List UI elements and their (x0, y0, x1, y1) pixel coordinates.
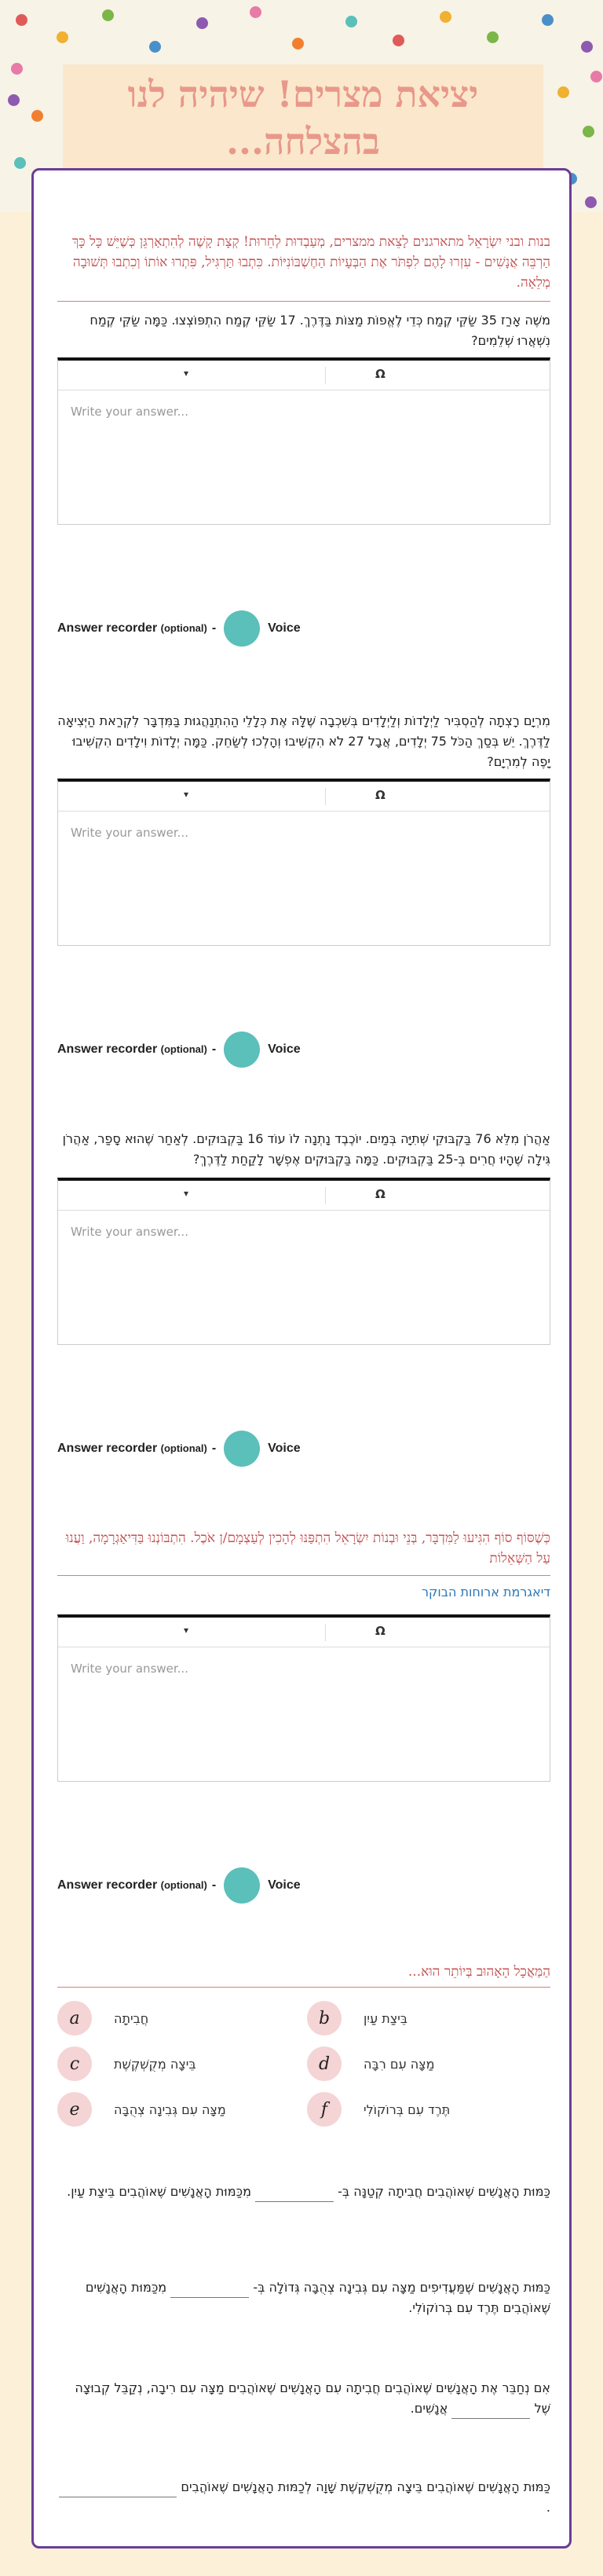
question-2: מִרְיָם רָצְתָה לְהַסְבִּיר לַיְלָדוֹת וְלַיְלָדִים בְּשִׁכְבָה שֶׁלָּהּ אֶת כְּלָלֵי הַהִתְנַהֲגוּת בַּמִּדְבָּר לִקְרַאת הַיְּצִיאָה לַדֶּרֶךְ. יֵשׁ בְּסַךְ הַכֹּל 75 יְלָדִים, אֲבָל 27 לֹא הִקְשִׁיבוּ וְהָלְכוּ לְשַׂחֵק. כַּמָּה יְלָדוֹת וִילָדִים הִקְשִׁיבוּ יָפֶה לְמִרְיָם? (57, 713, 550, 769)
choice-b[interactable] (307, 2001, 407, 2036)
answer-input-4[interactable]: Write your answer... (71, 1662, 188, 1676)
question-1: משֶׁה אָרַז 35 שַׂקֵּי קֶמַח כְּדֵי לֶאֱפוֹת מַצּוֹת בַּדֶּרֶךְ. 17 שַׂקֵּי קֶמַח הִתְפּוֹצְצוּ. כַּמָּה שַׂקֵּי קֶמַח נִשְׁאֲרוּ שְׁלֵמִים? (90, 313, 550, 348)
fill-in-text: כַּמּוּת הָאֲנָשִׁים שֶׁמַּעֲדִיפִים מַצָּה עִם גְּבִינָה צְהֻבָּה גְּדוֹלָה בְּ- (253, 2280, 550, 2295)
favorite-heading: הַמַּאֲכָל הָאָהוּב בְּיוֹתֵר הוּא... (407, 1964, 550, 1980)
special-chars-icon[interactable]: Ω (375, 1624, 386, 1638)
special-chars-icon[interactable]: Ω (375, 367, 386, 381)
fill-in-text: מִכַּמּוּת הָאֲנָשִׁים שֶׁאוֹהֲבִים תֶּרֶד עִם בְּרוֹקוֹלִי. (85, 2280, 550, 2315)
choice-letter: c (57, 2047, 92, 2081)
choice-label: בֵּיצַת עַיִן (364, 2010, 408, 2026)
confetti-dot (585, 196, 597, 208)
answer-editor-2[interactable] (57, 779, 550, 946)
fill-in-3 (57, 2378, 550, 2419)
answer-editor-4[interactable] (57, 1614, 550, 1782)
choice-letter: e (57, 2092, 92, 2127)
toolbar-separator (325, 788, 326, 805)
confetti-dot (16, 14, 27, 26)
choice-letter: a (57, 2001, 92, 2036)
worksheet-card (31, 168, 572, 2549)
question-3: אַהֲרֹן מִלֵּא 76 בַּקְבּוּקֵי שְׁתִיָּה בְּמַיִם. יוֹכֶבֶד נָתְנָה לוֹ עוֹד 16 בַּקְבּוּקִים. לְאַחַר שֶׁהוּא סָפַר, אַהֲרֹן גִּילָה שֶׁהָיוּ חֲרִים בְּ-25 בַּקְבּוּקִים. כַּמָּה בַּקְבּוּקִים אֶפְשָׁר לָקַחַת לַדֶּרֶךְ? (62, 1131, 550, 1167)
editor-toolbar (58, 1618, 550, 1647)
fill-in-text: . (546, 2500, 550, 2515)
intro-text: בנות ובני יִשְׂרָאֵל מתארגנים לָצֵאת ממצרים, מְעַבְדוּת לְחֵרוּת! קְצָת קָשֶׁה לְהִתְאַרְגֵּן כְּשֶׁיֵּשׁ כָּל כָּךְ הַרְבֵּה אֲנָשִׁים - עִזְרוּ לָהֶם לִפְתֹּר אֶת הַבְּעָיוֹת הַחֶשְׁבּוֹנִיּוֹת. כִּתְבוּ תַּרְגִּיל, פִּתְרוּ אוֹתוֹ וְכִתְבוּ תְּשׁוּבָה מְלֵאָה. (71, 234, 550, 291)
recorder-optional: (optional) (160, 1879, 207, 1891)
confetti-dot (590, 71, 602, 82)
recorder-row-2 (57, 1031, 550, 1068)
recorder-label: Answer recorder (57, 1878, 158, 1892)
diagram-link[interactable]: דיאגרמת ארוחות הבוקר (421, 1585, 550, 1599)
divider (57, 1987, 550, 1988)
recorder-label: Answer recorder (57, 1042, 158, 1056)
confetti-dot (583, 126, 594, 137)
fill-in-blank[interactable] (59, 2483, 177, 2497)
recorder-row-4 (57, 1867, 550, 1904)
choice-d[interactable] (307, 2047, 435, 2081)
editor-toolbar (58, 782, 550, 812)
recorder-optional: (optional) (160, 1043, 207, 1055)
recorder-optional: (optional) (160, 622, 207, 634)
section2-intro: כְּשֶׁסּוֹף סוֹף הִגִּיעוּ לַמִּדְבָּר, בְּנֵי וּבְנוֹת יִשְׂרָאֵל הִתְפַּנּוּ לְהָכִין לְעַצְמָם/ן אֹכֶל. הִתְבּוֹנְנוּ בַּדִּיאַגְרָמָה, וַעֲנוּ עַל הַשְּׁאֵלוֹת (65, 1530, 550, 1566)
fill-in-2 (57, 2277, 550, 2318)
answer-input-2[interactable]: Write your answer... (71, 826, 188, 840)
choice-e[interactable] (57, 2092, 226, 2127)
confetti-dot (345, 16, 357, 27)
confetti-dot (57, 31, 68, 43)
confetti-dot (581, 41, 593, 53)
fill-in-blank[interactable] (451, 2405, 530, 2419)
choice-label: מַצָּה עִם גְּבִינָה צְהֻבָּה (114, 2101, 226, 2117)
choice-letter: b (307, 2001, 342, 2036)
recorder-label: Answer recorder (57, 621, 158, 635)
fill-in-text: כַּמּוּת הָאֲנָשִׁים שֶׁאוֹהֲבִים חֲבִיתָה קְטַנָּה בְּ- (338, 2184, 550, 2199)
fill-in-text: אֲנָשִׁים. (410, 2401, 448, 2416)
toolbar-separator (325, 1187, 326, 1204)
choice-label: בֵּיצָה מְקֻשְׁקֶשֶׁת (114, 2056, 196, 2072)
choice-a[interactable] (57, 2001, 148, 2036)
choice-c[interactable] (57, 2047, 196, 2081)
fill-in-blank[interactable] (255, 2188, 334, 2202)
recorder-dash: - (211, 621, 217, 635)
recorder-dash: - (211, 1042, 217, 1056)
format-dropdown-icon[interactable]: ▾ (184, 368, 189, 379)
voice-label: Voice (268, 1442, 301, 1455)
record-button[interactable] (224, 1867, 260, 1904)
answer-input-1[interactable]: Write your answer... (71, 405, 188, 419)
special-chars-icon[interactable]: Ω (375, 1187, 386, 1201)
page-title: יציאת מצרים! שיהיה לנו בהצלחה... (127, 72, 479, 163)
confetti-dot (542, 14, 554, 26)
toolbar-separator (325, 1624, 326, 1641)
record-button[interactable] (224, 1431, 260, 1467)
record-button[interactable] (224, 1031, 260, 1068)
format-dropdown-icon[interactable]: ▾ (184, 1188, 189, 1199)
record-button[interactable] (224, 610, 260, 647)
confetti-dot (31, 110, 43, 122)
editor-toolbar (58, 361, 550, 390)
voice-label: Voice (268, 621, 301, 635)
divider (57, 301, 550, 302)
recorder-optional: (optional) (160, 1442, 207, 1454)
confetti-dot (196, 17, 208, 29)
format-dropdown-icon[interactable]: ▾ (184, 1625, 189, 1636)
divider (57, 1575, 550, 1576)
recorder-row-1 (57, 610, 550, 647)
confetti-dot (8, 94, 20, 106)
toolbar-separator (325, 367, 326, 384)
confetti-dot (149, 41, 161, 53)
confetti-dot (102, 9, 114, 21)
answer-input-3[interactable]: Write your answer... (71, 1225, 188, 1239)
special-chars-icon[interactable]: Ω (375, 788, 386, 802)
fill-in-text: כַּמּוּת הָאֲנָשִׁים שֶׁאוֹהֲבִים בֵּיצָה מְקֻשְׁקֶשֶׁת שָׁוָה לְכַמּוּת הָאֲנָשִׁים שֶׁאוֹהֲבִים (181, 2479, 550, 2494)
editor-toolbar (58, 1181, 550, 1211)
recorder-dash: - (211, 1878, 217, 1892)
confetti-dot (393, 35, 404, 46)
voice-label: Voice (268, 1878, 301, 1892)
confetti-dot (487, 31, 499, 43)
choice-letter: f (307, 2092, 342, 2127)
confetti-dot (14, 157, 26, 169)
fill-in-text: מִכַּמּוּת הָאֲנָשִׁים שֶׁאוֹהֲבִים בֵּיצַת עַיִן. (67, 2184, 251, 2199)
recorder-label: Answer recorder (57, 1442, 158, 1455)
choice-label: חֲבִיתָה (114, 2010, 149, 2026)
confetti-dot (250, 6, 261, 18)
choice-label: תֶּרֶד עִם בְּרוֹקוֹלִי (364, 2101, 451, 2117)
recorder-dash: - (211, 1442, 217, 1455)
answer-editor-1[interactable] (57, 357, 550, 525)
confetti-dot (11, 63, 23, 75)
fill-in-text: אִם נְחַבֵּר אֶת הָאֲנָשִׁים שֶׁאוֹהֲבִים חֲבִיתָה עִם הָאֲנָשִׁים שֶׁאוֹהֲבִים מַצָּה עִם רִיבָה, נְקַבֵּל קְבוּצָה שֶׁל (75, 2380, 550, 2416)
answer-editor-3[interactable] (57, 1178, 550, 1345)
confetti-dot (440, 11, 451, 23)
confetti-dot (292, 38, 304, 49)
fill-in-blank[interactable] (170, 2284, 249, 2298)
recorder-row-3 (57, 1431, 550, 1467)
choice-label: מַצָּה עִם רִבָּה (364, 2056, 435, 2072)
choice-f[interactable] (307, 2092, 450, 2127)
voice-label: Voice (268, 1042, 301, 1056)
title-banner (63, 64, 543, 170)
choice-letter: d (307, 2047, 342, 2081)
fill-in-1 (57, 2182, 550, 2202)
format-dropdown-icon[interactable]: ▾ (184, 789, 189, 800)
confetti-dot (557, 86, 569, 98)
fill-in-4 (57, 2477, 550, 2518)
